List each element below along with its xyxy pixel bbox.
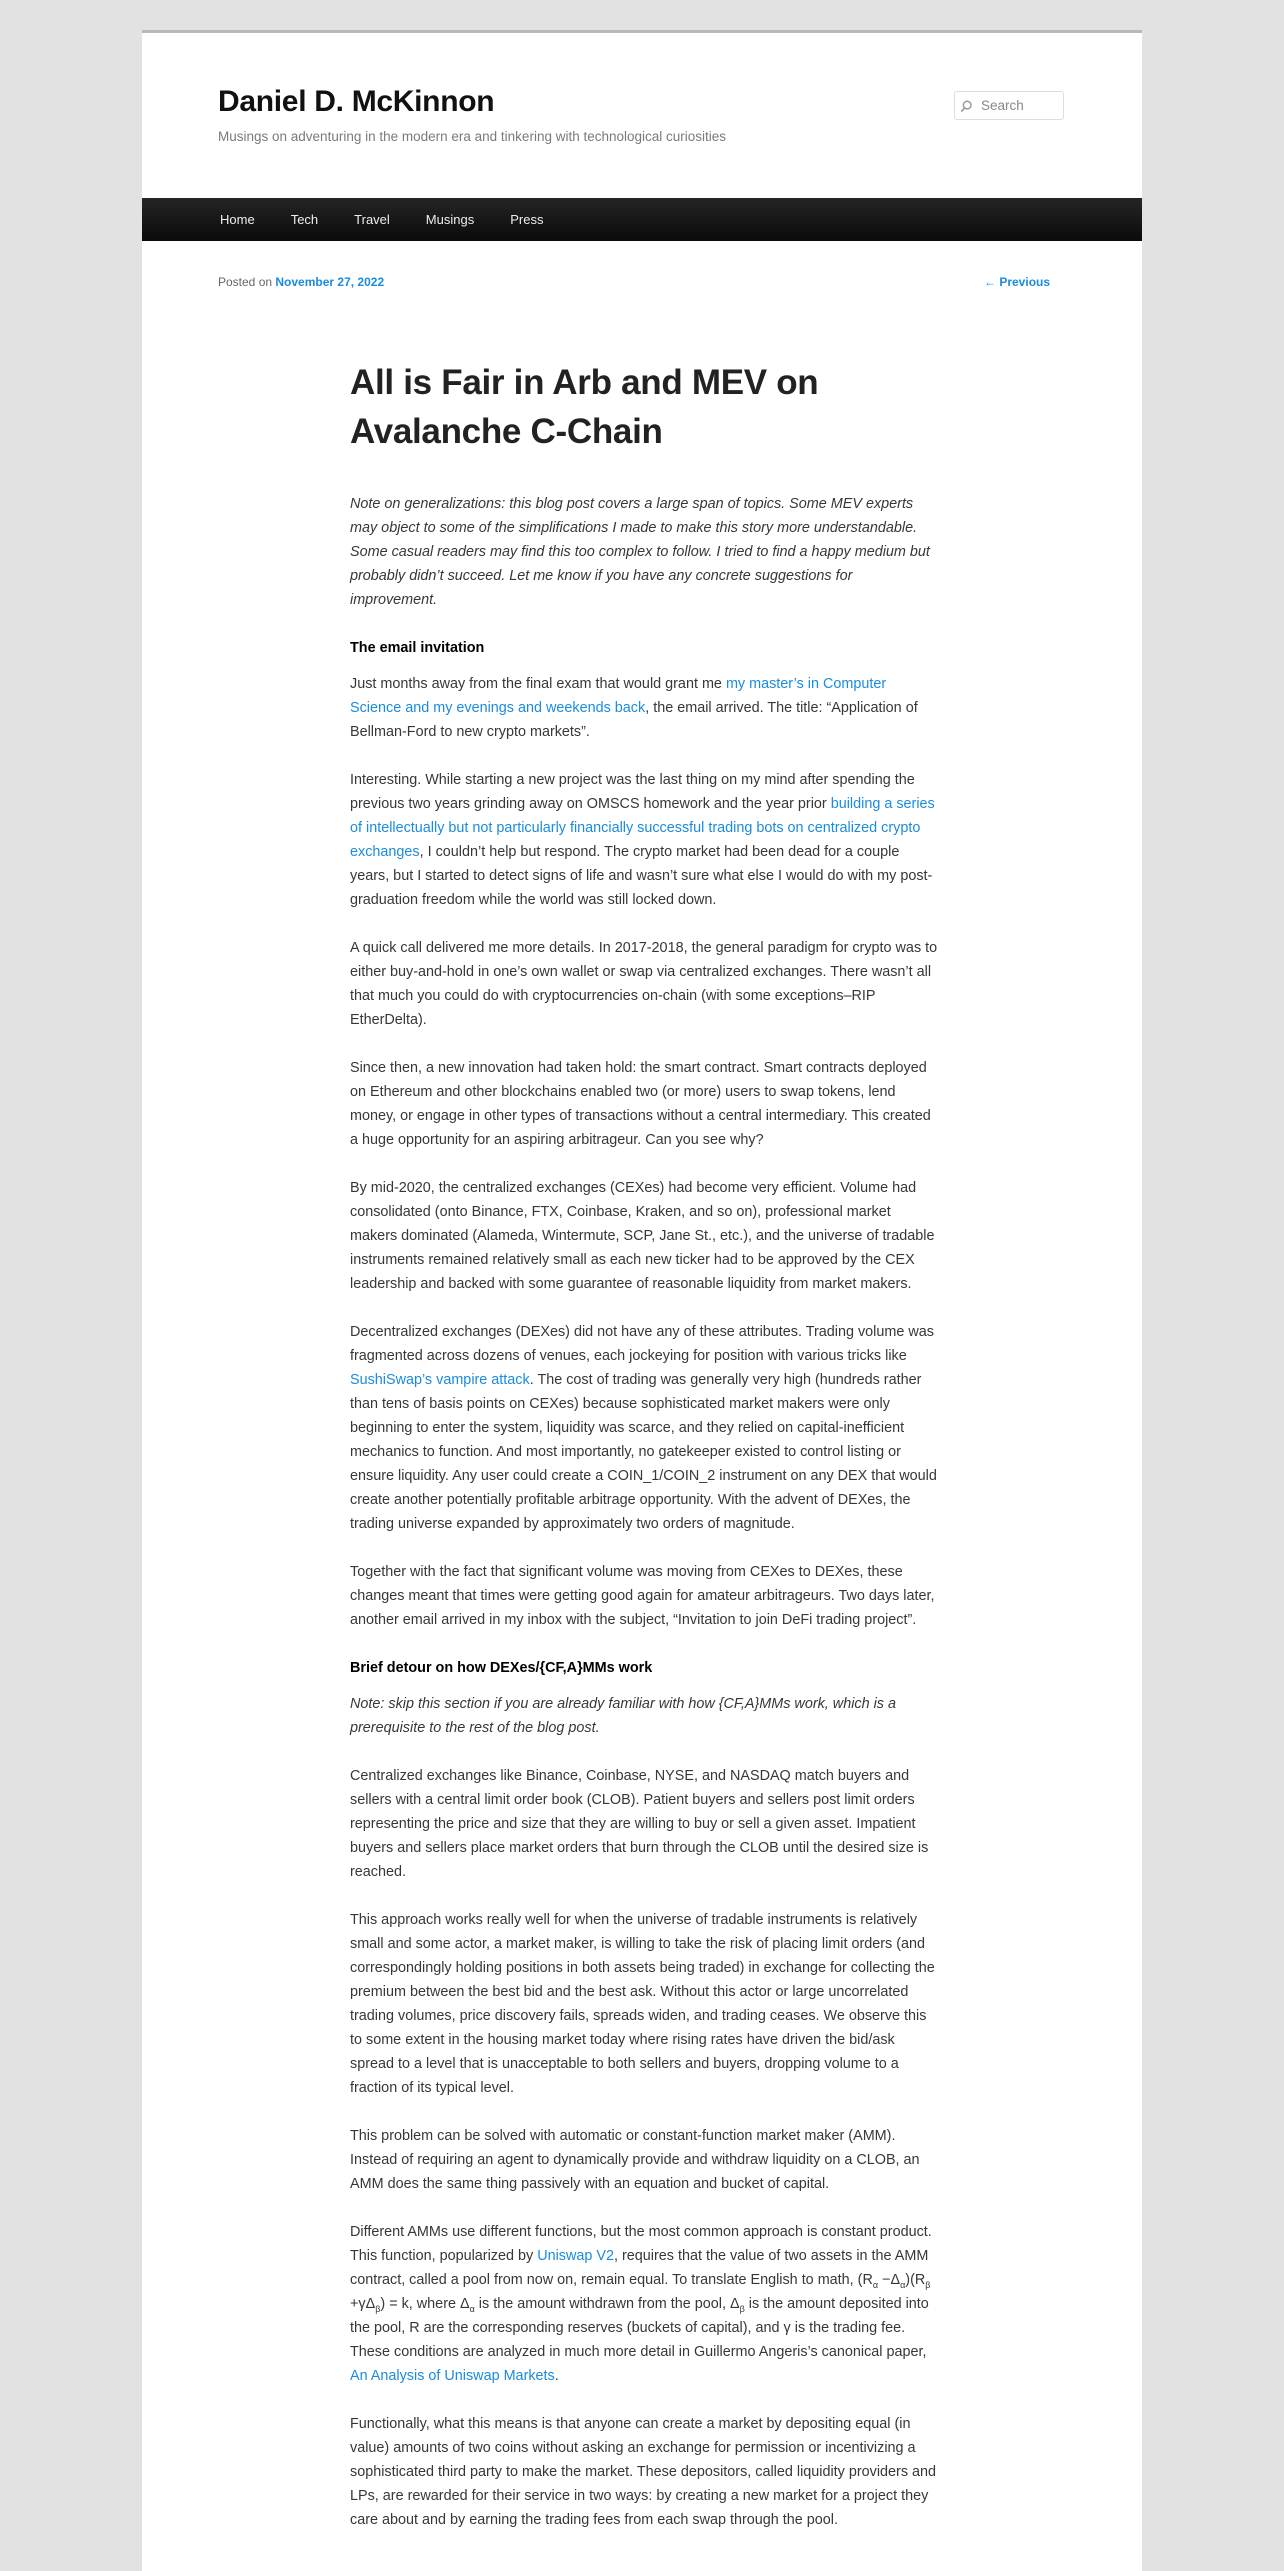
masters-link[interactable]: my master’s in Computer Science and my evenings and weekends back <box>350 676 887 716</box>
trading-bots-link[interactable]: building a series of intellectually but not particularly financially successful trading bots on centralized crypto exchanges <box>350 796 935 860</box>
posted-on-label: Posted on <box>218 275 273 289</box>
paragraph: This problem can be solved with automatic or constant-function market maker (AMM). Instead of requiring an agent to dynamically provide and withdraw liquidity on a CLOB, an AMM does the same thing passively with an equation and bucket of capital. <box>350 2128 920 2192</box>
vampire-attack-link[interactable]: SushiSwap’s vampire attack <box>350 1372 530 1388</box>
paragraph: Different AMMs use different functions, but the most common approach is constant product. This function, popularized by Uniswap V2, requires that the value of two assets in the AMM contract, called a pool from now on, remain equal. To translate English to math, $(R_\alpha -\Delta_\alpha)(R_\beta +\gamma\Delta_\beta) = k$, where $\Delta_\alpha$ is the amount withdrawn from the pool, $\Delta_\beta$ is the amount deposited into the pool, R are the corresponding reserves (buckets of capital), and γ is the trading fee. These conditions are analyzed in much more detail in Guillermo Angeris’s canonical paper, An Analysis of Uniswap Markets. <box>350 2224 932 2384</box>
paragraph: Interesting. While starting a new project was the last thing on my mind after spending the previous two years grinding away on OMSCS homework and the year prior building a series of intellectually but not particularly financially successful trading bots on centralized crypto exchanges, I couldn’t help but respond. The crypto market had been dead for a couple years, but I started to detect signs of life and wasn’t sure what else I would do with my post-graduation freedom while the world was still locked down. <box>350 772 935 908</box>
search-box[interactable] <box>954 91 1064 120</box>
nav-item-press[interactable]: Press <box>510 212 544 227</box>
post-article <box>350 358 940 2556</box>
paragraph: Just months away from the final exam that would grant me my master’s in Computer Science and my evenings and weekends back, the email arrived. The title: “Application of Bellman-Ford to new crypto markets”. <box>350 676 918 740</box>
paragraph: Decentralized exchanges (DEXes) did not have any of these attributes. Trading volume was fragmented across dozens of venues, each jockeying for position with various tricks like SushiSwap’s vampire attack. The cost of trading was generally very high (hundreds rather than tens of basis points on CEXes) because sophisticated market makers were only beginning to enter the system, liquidity was scarce, and they relied on capital-inefficient mechanics to function. And most importantly, no gatekeeper existed to control listing or ensure liquidity. Any user could create a COIN_1/COIN_2 instrument on any DEX that would create another potentially profitable arbitrage opportunity. With the advent of DEXes, the trading universe expanded by approximately two orders of magnitude. <box>350 1324 937 1532</box>
nav-item-musings[interactable]: Musings <box>425 212 475 227</box>
uniswap-analysis-link[interactable]: An Analysis of Uniswap Markets <box>350 2368 555 2384</box>
paragraph: This approach works really well for when the universe of tradable instruments is relatively small and some actor, a market maker, is willing to take the risk of placing limit orders (and correspondingly holding positions in both assets being traded) in exchange for collecting the premium between the best bid and the best ask. Without this actor or large uncorrelated trading volumes, price discovery fails, spreads widen, and trading ceases. We observe this to some extent in the housing market today where rising rates have driven the bid/ask spread to a level that is unacceptable to both sellers and buyers, dropping volume to a fraction of its typical level. <box>350 1912 935 2096</box>
search-icon <box>959 95 979 117</box>
nav-item-tech[interactable]: Tech <box>290 212 319 227</box>
main-nav <box>142 198 1142 241</box>
previous-post-link[interactable]: ← Previous <box>984 275 1051 289</box>
uniswap-v2-link[interactable]: Uniswap V2 <box>537 2248 614 2264</box>
post-date-link[interactable]: November 27, 2022 <box>275 275 385 289</box>
paragraph: Functionally, what this means is that anyone can create a market by depositing equal (in value) amounts of two coins without asking an exchange for permission or incentivizing a sophisticated third party to make the market. These depositors, called liquidity providers and LPs, are rewarded for their service in two ways: by creating a new market for a project they care about and by earning the trading fees from each swap through the pool. <box>350 2416 937 2528</box>
nav-item-home[interactable]: Home <box>220 212 255 227</box>
generalization-note: Note on generalizations: this blog post covers a large span of topics. Some MEV experts may object to some of the simplifications I made to make this story more understandable. Some casual readers may find this too complex to follow. I tried to find a happy medium but probably didn’t succeed. Let me know if you have any concrete suggestions for improvement. <box>350 496 930 608</box>
site-title[interactable]: Daniel D. McKinnon <box>218 85 495 118</box>
search-input[interactable] <box>979 98 1063 113</box>
paragraph: By mid-2020, the centralized exchanges (CEXes) had become very efficient. Volume had consolidated (onto Binance, FTX, Coinbase, Kraken, and so on), professional market makers dominated (Alameda, Wintermute, SCP, Jane St., etc.), and the universe of tradable instruments remained relatively small as each new ticker had to be approved by the CEX leadership and backed with some guarantee of reasonable liquidity from market makers. <box>350 1180 935 1292</box>
site-description: Musings on adventuring in the modern era and tinkering with technological curiosities <box>218 129 727 144</box>
post-title: All is Fair in Arb and MEV on Avalanche C-Chain <box>350 363 819 451</box>
paragraph: Together with the fact that significant volume was moving from CEXes to DEXes, these changes meant that times were getting good again for amateur arbitrageurs. Two days later, another email arrived in my inbox with the subject, “Invitation to join DeFi trading project”. <box>350 1564 935 1628</box>
skip-note: Note: skip this section if you are already familiar with how {CF,A}MMs work, which is a prerequisite to the rest of the blog post. <box>350 1696 896 1736</box>
post-meta <box>218 275 384 289</box>
paragraph: Since then, a new innovation had taken hold: the smart contract. Smart contracts deployed on Ethereum and other blockchains enabled two (or more) users to swap tokens, lend money, or engage in other types of transactions without a central intermediary. This created a huge opportunity for an aspiring arbitrageur. Can you see why? <box>350 1060 931 1148</box>
nav-item-travel[interactable]: Travel <box>354 212 390 227</box>
paragraph: A quick call delivered me more details. In 2017-2018, the general paradigm for crypto was to either buy-and-hold in one’s own wallet or swap via centralized exchanges. There wasn’t all that much you could do with cryptocurrencies on-chain (with some exceptions–RIP EtherDelta). <box>350 940 938 1028</box>
section-heading-detour: Brief detour on how DEXes/{CF,A}MMs work <box>350 1660 653 1676</box>
section-heading-email: The email invitation <box>350 640 485 656</box>
paragraph: Centralized exchanges like Binance, Coinbase, NYSE, and NASDAQ match buyers and sellers with a central limit order book (CLOB). Patient buyers and sellers post limit orders representing the price and size that they are willing to buy or sell a given asset. Impatient buyers and sellers place market orders that burn through the CLOB until the desired size is reached. <box>350 1768 929 1880</box>
page <box>142 30 1142 2571</box>
